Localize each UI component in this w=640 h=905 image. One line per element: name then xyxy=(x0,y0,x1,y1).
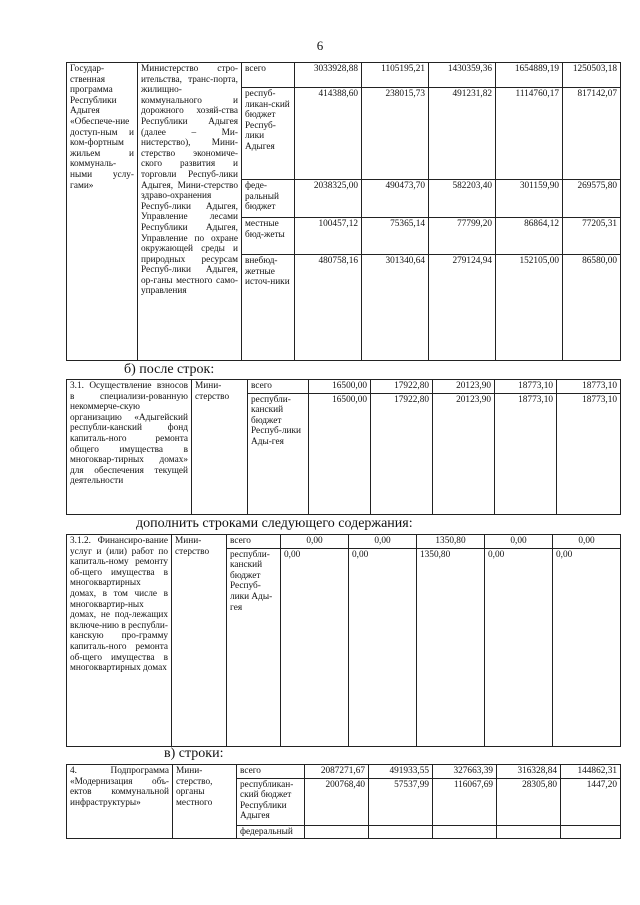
source-label: всего xyxy=(227,535,281,549)
value-cell: 0,00 xyxy=(349,548,417,746)
program-table xyxy=(66,62,621,361)
value-cell: 17922,80 xyxy=(371,380,433,394)
caption-add-rows: дополнить строками следующего содержания: xyxy=(136,516,413,531)
value-cell: 2087271,67 xyxy=(305,765,369,779)
source-label: республи-канский бюджет Респуб-лики Ады-гея xyxy=(227,548,281,746)
source-label: феде-ральный бюджет xyxy=(242,180,295,218)
value-cell: 200768,40 xyxy=(305,778,369,825)
value-cell: 582203,40 xyxy=(429,180,496,218)
value-cell: 18773,10 xyxy=(557,393,621,514)
source-label: местные бюд-жеты xyxy=(242,218,295,255)
value-cell: 1105195,21 xyxy=(362,63,429,88)
item-description: 4. Подпрограмма «Модернизация объ-ектов коммунальной инфраструктуры» xyxy=(67,765,173,839)
value-cell: 3033928,88 xyxy=(295,63,362,88)
value-cell: 279124,94 xyxy=(429,255,496,361)
value-cell: 152105,00 xyxy=(496,255,563,361)
value-cell: 18773,10 xyxy=(557,380,621,394)
source-label: федеральный xyxy=(237,825,305,839)
value-cell: 18773,10 xyxy=(495,380,557,394)
value-cell xyxy=(433,825,497,839)
caption-rows: в) строки: xyxy=(164,746,224,761)
value-cell: 144862,31 xyxy=(561,765,621,779)
value-cell xyxy=(369,825,433,839)
value-cell: 86580,00 xyxy=(563,255,621,361)
value-cell: 0,00 xyxy=(281,548,349,746)
value-cell: 16500,00 xyxy=(309,393,371,514)
value-cell: 1250503,18 xyxy=(563,63,621,88)
value-cell: 0,00 xyxy=(281,535,349,549)
value-cell: 100457,12 xyxy=(295,218,362,255)
value-cell: 116067,69 xyxy=(433,778,497,825)
program-executors: Министерство стро-ительства, транс-порта, жилищно-коммунального и дорожного хозяй-ства Республики Адыгея (далее – Ми-нистерство), Мини-стерство экономиче-ского развития и торговли Респуб-лики Адыгея, Мини-стерство здраво-охранения Респуб-лики Адыгея, Управление лесами Республики Адыгея, Управление по охране окружающей среды и природных ресурсам Респуб-лики Адыгея, ор-ганы местного само-управления xyxy=(138,63,242,361)
value-cell: 57537,99 xyxy=(369,778,433,825)
value-cell: 17922,80 xyxy=(371,393,433,514)
value-cell: 2038325,00 xyxy=(295,180,362,218)
value-cell: 817142,07 xyxy=(563,88,621,180)
value-cell: 28305,80 xyxy=(497,778,561,825)
value-cell xyxy=(561,825,621,839)
value-cell: 0,00 xyxy=(485,535,553,549)
page-number: 6 xyxy=(316,38,324,53)
value-cell: 238015,73 xyxy=(362,88,429,180)
item-description: 3.1. Осуществление взносов в специализи-рованную некоммерче-скую организацию «Адыгейский республи-канский фонд капиталь-ного ремонта общего имущества в многоквар-тирных домах» для обеспечения текущей деятельности xyxy=(67,380,192,515)
value-cell: 301159,90 xyxy=(496,180,563,218)
value-cell xyxy=(497,825,561,839)
item-executor: Мини-стерство xyxy=(172,535,227,747)
value-cell: 0,00 xyxy=(553,548,621,746)
value-cell: 327663,39 xyxy=(433,765,497,779)
source-label: всего xyxy=(248,380,309,394)
value-cell: 0,00 xyxy=(485,548,553,746)
source-label: всего xyxy=(242,63,295,88)
value-cell: 414388,60 xyxy=(295,88,362,180)
value-cell: 1654889,19 xyxy=(496,63,563,88)
source-label: всего xyxy=(237,765,305,779)
value-cell: 491933,55 xyxy=(369,765,433,779)
caption-after-rows: б) после строк: xyxy=(124,362,215,377)
value-cell: 269575,80 xyxy=(563,180,621,218)
value-cell: 0,00 xyxy=(349,535,417,549)
value-cell: 491231,82 xyxy=(429,88,496,180)
item-executor: Мини-стерство xyxy=(192,380,248,515)
value-cell: 18773,10 xyxy=(495,393,557,514)
source-label: республи-канский бюджет Респуб-лики Ады-гея xyxy=(248,393,309,514)
value-cell: 1114760,17 xyxy=(496,88,563,180)
value-cell: 1350,80 xyxy=(417,535,485,549)
value-cell: 0,00 xyxy=(553,535,621,549)
source-label: республикан-ский бюджет Республики Адыгея xyxy=(237,778,305,825)
program-name: Государ-ственная программа Республики Адыгея «Обеспече-ние доступ-ным и ком-фортным жильем и коммуналь-ными услу-гами» xyxy=(67,63,138,361)
value-cell: 316328,84 xyxy=(497,765,561,779)
value-cell xyxy=(305,825,369,839)
value-cell: 1430359,36 xyxy=(429,63,496,88)
value-cell: 20123,90 xyxy=(433,393,495,514)
value-cell: 490473,70 xyxy=(362,180,429,218)
source-label: внебюд-жетные источ-ники xyxy=(242,255,295,361)
item-description: 3.1.2. Финансиро-вание услуг и (или) работ по капиталь-ному ремонту об-щего имущества в многоквартирных домах, в том числе в многоквартир-ных домах, не под-лежащих включе-нию в республи-канскую про-грамму капиталь-ного ремонта об-щего имущества в многоквартирных домах xyxy=(67,535,172,747)
value-cell: 16500,00 xyxy=(309,380,371,394)
value-cell: 75365,14 xyxy=(362,218,429,255)
value-cell: 1350,80 xyxy=(417,548,485,746)
value-cell: 86864,12 xyxy=(496,218,563,255)
value-cell: 77205,31 xyxy=(563,218,621,255)
value-cell: 480758,16 xyxy=(295,255,362,361)
item-3-1-table xyxy=(66,379,621,515)
value-cell: 1447,20 xyxy=(561,778,621,825)
value-cell: 301340,64 xyxy=(362,255,429,361)
item-3-1-2-table xyxy=(66,534,621,747)
item-executor: Мини-стерство, органы местного xyxy=(173,765,237,839)
value-cell: 77799,20 xyxy=(429,218,496,255)
value-cell: 20123,90 xyxy=(433,380,495,394)
source-label: респуб-ликан-ский бюджет Респуб-лики Адыгея xyxy=(242,88,295,180)
subprogram-4-table xyxy=(66,764,621,839)
